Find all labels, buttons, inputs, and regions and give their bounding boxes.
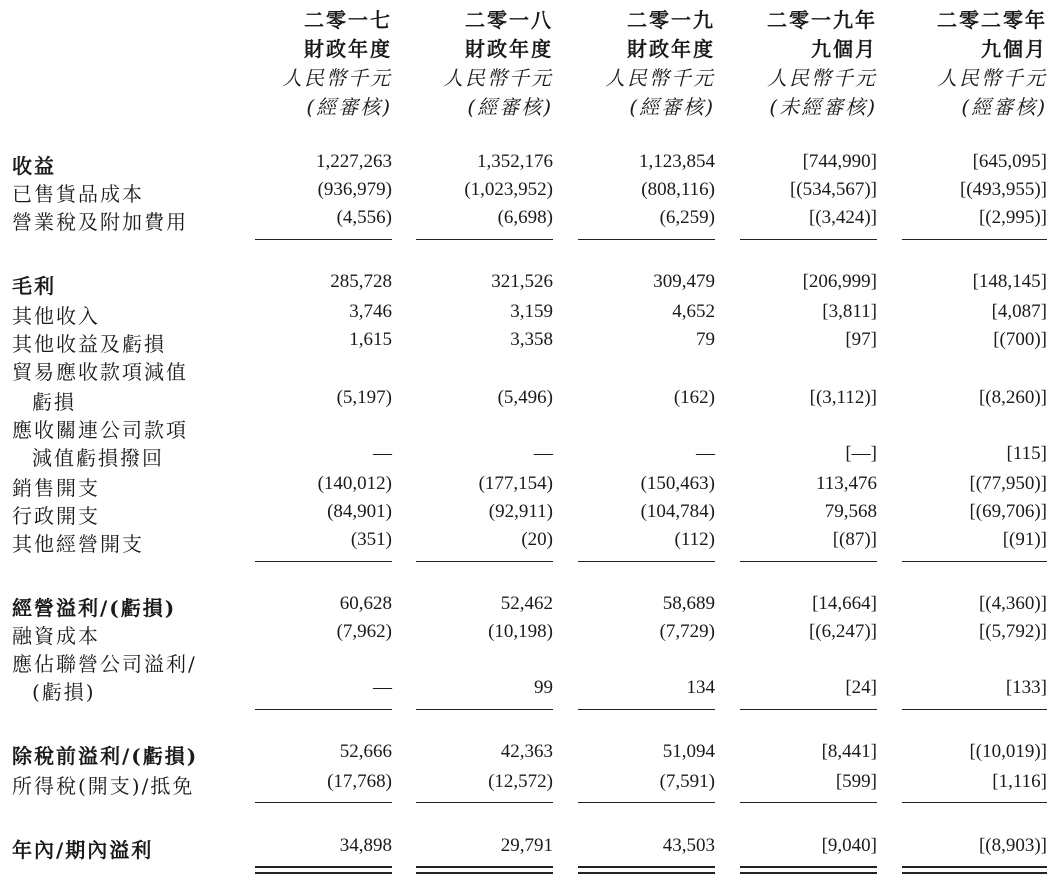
table-cell: 79 — [696, 329, 715, 350]
table-cell: (936,979) — [317, 179, 392, 200]
table-cell: [97] — [845, 329, 877, 350]
table-cell: 52,666 — [339, 741, 392, 762]
table-cell: (5,197) — [336, 387, 392, 408]
table-cell: [(87)] — [832, 529, 877, 550]
subtotal-rule — [578, 802, 715, 803]
table-cell: [(8,903)] — [978, 835, 1047, 856]
column-header-type: 財政年度 — [627, 37, 715, 61]
table-cell: (104,784) — [640, 501, 715, 522]
subtotal-rule — [255, 802, 392, 803]
row-label: 其他經營開支 — [12, 532, 144, 556]
table-cell: [—] — [845, 443, 877, 464]
table-cell: (7,591) — [659, 771, 715, 792]
column-header-type: 財政年度 — [465, 37, 553, 61]
total-double-rule — [902, 866, 1047, 874]
table-cell: [(69,706)] — [969, 501, 1047, 522]
subtotal-rule — [902, 239, 1047, 240]
table-cell: [3,811] — [822, 301, 877, 322]
table-cell: [14,664] — [812, 593, 877, 614]
table-cell: 309,479 — [653, 271, 715, 292]
table-cell: (351) — [350, 529, 392, 550]
table-cell: [(10,019)] — [969, 741, 1047, 762]
column-header-unit: 人民幣千元 — [282, 66, 392, 90]
table-cell: (12,572) — [488, 771, 553, 792]
table-cell: [115] — [1006, 443, 1047, 464]
table-cell: — — [696, 443, 715, 464]
table-cell: 29,791 — [500, 835, 553, 856]
column-header-type: 九個月 — [811, 37, 877, 61]
table-cell: (10,198) — [488, 621, 553, 642]
table-cell: [(493,955)] — [959, 179, 1047, 200]
subtotal-rule — [416, 561, 553, 562]
column-header-audit: (經審核) — [467, 95, 553, 119]
table-cell: [645,095] — [972, 151, 1047, 172]
table-cell: — — [534, 443, 553, 464]
row-label: 毛利 — [12, 274, 56, 298]
row-label: 年內/期內溢利 — [12, 838, 154, 862]
column-header-unit: 人民幣千元 — [605, 66, 715, 90]
table-cell: (177,154) — [478, 473, 553, 494]
subtotal-rule — [416, 802, 553, 803]
table-cell: [(2,995)] — [978, 207, 1047, 228]
table-cell: 79,568 — [824, 501, 877, 522]
column-header-audit: (經審核) — [306, 95, 392, 119]
table-cell: 1,615 — [349, 329, 392, 350]
table-cell: 51,094 — [662, 741, 715, 762]
subtotal-rule — [740, 802, 877, 803]
table-cell: (162) — [673, 387, 715, 408]
column-header-unit: 人民幣千元 — [767, 66, 877, 90]
total-double-rule — [255, 866, 392, 874]
table-cell: (7,962) — [336, 621, 392, 642]
table-cell: [599] — [835, 771, 877, 792]
table-cell: 43,503 — [662, 835, 715, 856]
subtotal-rule — [255, 239, 392, 240]
column-header-period: 二零一九年 — [767, 8, 877, 32]
column-header-period: 二零一九 — [627, 8, 715, 32]
row-label: 收益 — [12, 154, 56, 178]
table-cell: (808,116) — [641, 179, 715, 200]
subtotal-rule — [740, 709, 877, 710]
row-label: 銷售開支 — [12, 476, 100, 500]
row-label: 行政開支 — [12, 504, 100, 528]
table-cell: 285,728 — [330, 271, 392, 292]
table-cell: [(700)] — [993, 329, 1047, 350]
row-label: 減值虧損撥回 — [32, 446, 164, 470]
column-header-audit: (未經審核) — [769, 95, 877, 119]
table-cell: — — [373, 443, 392, 464]
table-cell: [(77,950)] — [969, 473, 1047, 494]
table-cell: [(3,424)] — [808, 207, 877, 228]
row-label: 其他收益及虧損 — [12, 332, 166, 356]
table-cell: [8,441] — [821, 741, 877, 762]
table-cell: [(4,360)] — [978, 593, 1047, 614]
table-cell: 1,123,854 — [639, 151, 715, 172]
subtotal-rule — [740, 561, 877, 562]
table-cell: 113,476 — [815, 473, 877, 494]
column-header — [443, 6, 553, 122]
table-cell: (7,729) — [659, 621, 715, 642]
row-label: 應佔聯營公司溢利/ — [12, 652, 197, 676]
total-double-rule — [416, 866, 553, 874]
table-cell: 134 — [686, 677, 715, 698]
table-cell: 4,652 — [672, 301, 715, 322]
subtotal-rule — [902, 709, 1047, 710]
table-cell: 1,352,176 — [477, 151, 553, 172]
subtotal-rule — [902, 561, 1047, 562]
row-label: 經營溢利/(虧損) — [12, 596, 177, 620]
table-cell: 34,898 — [339, 835, 392, 856]
row-label: 虧損 — [32, 390, 76, 414]
table-cell: (6,698) — [497, 207, 553, 228]
subtotal-rule — [578, 239, 715, 240]
table-cell: [(3,112)] — [809, 387, 877, 408]
table-cell: [133] — [1005, 677, 1047, 698]
column-header-unit: 人民幣千元 — [937, 66, 1047, 90]
table-cell: 321,526 — [491, 271, 553, 292]
table-cell: (140,012) — [317, 473, 392, 494]
row-label: 融資成本 — [12, 624, 100, 648]
row-label: 貿易應收款項減值 — [12, 360, 188, 384]
table-cell: 3,746 — [349, 301, 392, 322]
table-cell: — — [373, 677, 392, 698]
table-cell: (1,023,952) — [464, 179, 553, 200]
subtotal-rule — [902, 802, 1047, 803]
table-cell: (20) — [521, 529, 553, 550]
column-header-type: 九個月 — [981, 37, 1047, 61]
table-cell: [(8,260)] — [978, 387, 1047, 408]
table-cell: [744,990] — [802, 151, 877, 172]
row-label: 其他收入 — [12, 304, 100, 328]
column-header — [767, 6, 877, 122]
row-label: 營業稅及附加費用 — [12, 210, 188, 234]
table-cell: (5,496) — [497, 387, 553, 408]
row-label: (虧損) — [32, 680, 96, 704]
subtotal-rule — [416, 709, 553, 710]
column-header-audit: (經審核) — [629, 95, 715, 119]
column-header-period: 二零一七 — [304, 8, 392, 32]
table-cell: [4,087] — [991, 301, 1047, 322]
table-cell: (150,463) — [640, 473, 715, 494]
table-cell: 52,462 — [500, 593, 553, 614]
column-header — [937, 6, 1047, 122]
total-double-rule — [578, 866, 715, 874]
table-cell: 1,227,263 — [316, 151, 392, 172]
subtotal-rule — [578, 709, 715, 710]
table-cell: [9,040] — [821, 835, 877, 856]
table-cell: 60,628 — [339, 593, 392, 614]
subtotal-rule — [255, 561, 392, 562]
column-header-type: 財政年度 — [304, 37, 392, 61]
row-label: 所得稅(開支)/抵免 — [12, 774, 195, 798]
table-cell: 42,363 — [500, 741, 553, 762]
table-cell: 58,689 — [662, 593, 715, 614]
subtotal-rule — [578, 561, 715, 562]
table-cell: 99 — [534, 677, 553, 698]
table-cell: [(534,567)] — [789, 179, 877, 200]
table-cell: 3,159 — [510, 301, 553, 322]
column-header — [282, 6, 392, 122]
table-cell: [1,116] — [992, 771, 1047, 792]
row-label: 已售貨品成本 — [12, 182, 144, 206]
total-double-rule — [740, 866, 877, 874]
table-cell: [24] — [845, 677, 877, 698]
column-header-audit: (經審核) — [961, 95, 1047, 119]
table-cell: (84,901) — [327, 501, 392, 522]
table-cell: 3,358 — [510, 329, 553, 350]
table-cell: [206,999] — [802, 271, 877, 292]
column-header-period: 二零一八 — [465, 8, 553, 32]
table-cell: [(5,792)] — [978, 621, 1047, 642]
column-header-unit: 人民幣千元 — [443, 66, 553, 90]
table-cell: [148,145] — [972, 271, 1047, 292]
subtotal-rule — [416, 239, 553, 240]
table-cell: (6,259) — [659, 207, 715, 228]
table-cell: (17,768) — [327, 771, 392, 792]
table-cell: (112) — [674, 529, 715, 550]
subtotal-rule — [740, 239, 877, 240]
subtotal-rule — [255, 709, 392, 710]
column-header — [605, 6, 715, 122]
table-cell: (4,556) — [336, 207, 392, 228]
column-header-period: 二零二零年 — [937, 8, 1047, 32]
row-label: 除稅前溢利/(虧損) — [12, 744, 199, 768]
table-cell: [(6,247)] — [808, 621, 877, 642]
table-cell: (92,911) — [488, 501, 553, 522]
table-cell: [(91)] — [1002, 529, 1047, 550]
row-label: 應收關連公司款項 — [12, 418, 188, 442]
